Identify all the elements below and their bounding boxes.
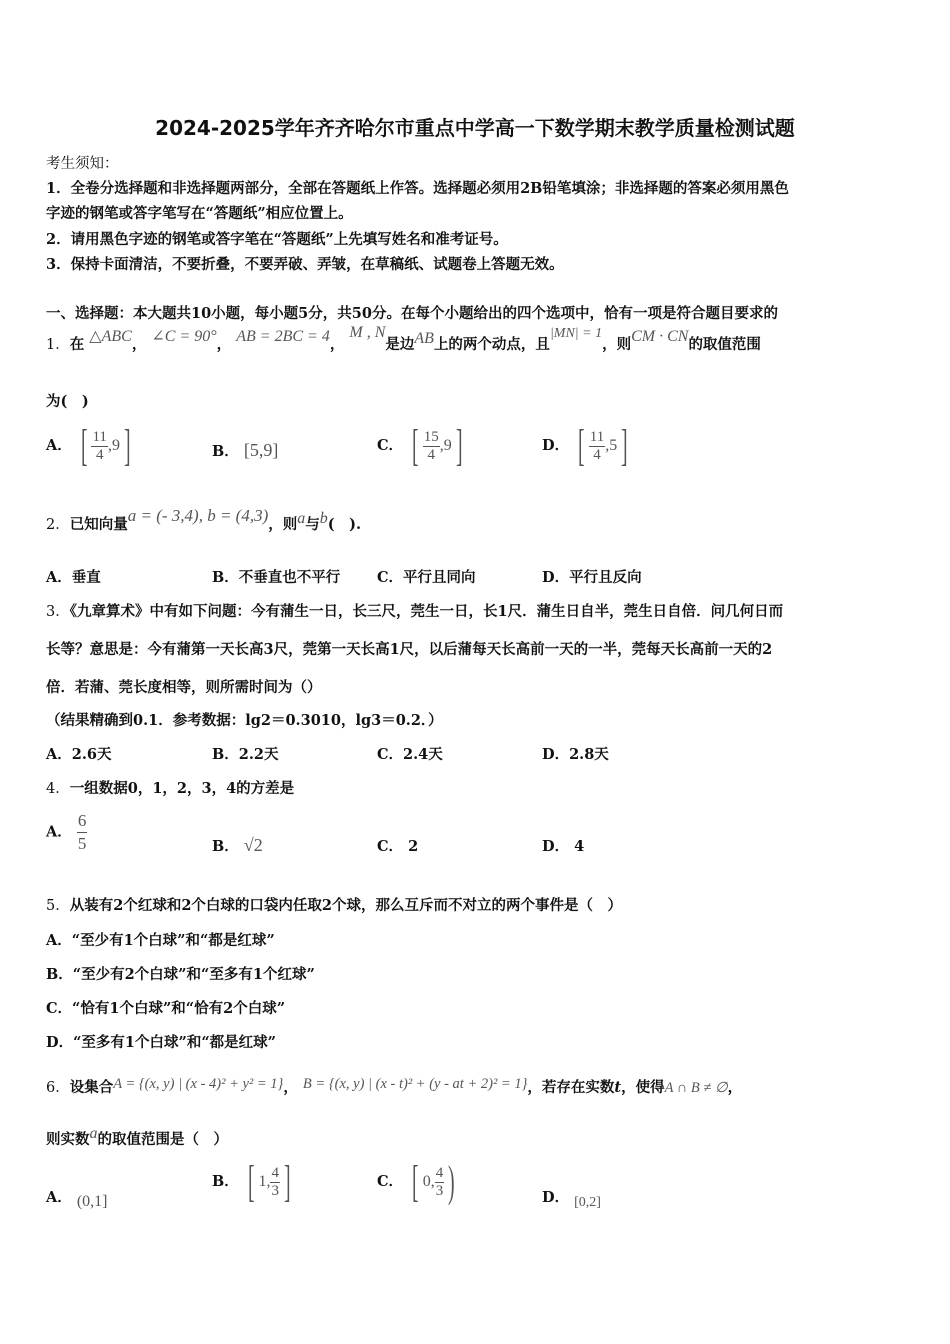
numerator: 11: [589, 428, 605, 445]
q6-text: 则实数: [46, 1131, 90, 1148]
option-label: B．: [212, 1173, 239, 1190]
numerator: 4: [435, 1164, 444, 1181]
q1-math-mn: |MN| = 1: [549, 326, 603, 341]
option-label: A．: [46, 437, 72, 454]
q2-math-b: b: [319, 510, 328, 527]
fraction: [435, 1165, 445, 1200]
option-value: 0,: [422, 1173, 435, 1190]
q6-math-set-b: B = {(x, y) | (x - t)² + (y - at + 2)² = 1}: [302, 1076, 528, 1092]
q1-option-c[interactable]: [377, 421, 466, 470]
q3-option-a[interactable]: A．2.6天: [46, 746, 112, 763]
q5-option-b[interactable]: B．“至少有2个白球”和“至多有1个红球”: [46, 966, 315, 983]
option-label: D．: [542, 437, 570, 454]
q6-text: ，若存在实数: [527, 1079, 615, 1096]
option-label: C．: [377, 838, 404, 855]
q6-math-a: a: [89, 1125, 98, 1142]
bracket-right: ]: [455, 421, 463, 470]
q2-math-a: a: [297, 510, 306, 527]
q1-option-d[interactable]: [542, 421, 632, 470]
q2-text: 已知向量: [69, 516, 128, 533]
q2-option-c[interactable]: C．平行且同向: [377, 569, 476, 586]
fraction: [270, 1165, 280, 1200]
bracket-right: ): [448, 1157, 455, 1206]
notice-heading: 考生须知：: [46, 156, 119, 172]
q3-option-d[interactable]: D．2.8天: [542, 746, 609, 763]
question-number: 6．: [46, 1080, 70, 1096]
q6-option-d[interactable]: [542, 1186, 601, 1210]
bracket-right: ]: [621, 421, 628, 470]
fraction: [423, 429, 440, 464]
q6-text: ，: [727, 1079, 743, 1096]
question-3-note: （结果精确到0.1．参考数据：lg2＝0.3010，lg3＝0.2．）: [46, 712, 443, 729]
q4-option-d[interactable]: [542, 835, 584, 856]
option-label: B．: [212, 838, 239, 855]
bracket-right: ]: [284, 1157, 291, 1206]
q3-text: 《九章算术》中有如下问题：今有蒲生一日，长三尺，莞生一日，长1尺．蒲生日自半，莞生日自倍．问几何日而: [69, 603, 784, 620]
bracket-left: [: [80, 421, 88, 470]
option-value: [5,9]: [243, 440, 279, 460]
q2-math-vectors: a = (- 3,4), b = (4,3): [127, 506, 269, 525]
numerator: 4: [271, 1164, 279, 1181]
question-6-stem-2: [46, 1125, 910, 1149]
q1-text: ，则: [602, 336, 632, 353]
q2-option-b[interactable]: B．不垂直也不平行: [212, 569, 341, 586]
option-value: 4: [574, 838, 585, 855]
option-label: B．: [212, 443, 239, 460]
q2-text: ( ).: [327, 516, 362, 533]
q2-text: 与: [305, 516, 320, 533]
question-number: 3．: [46, 604, 70, 620]
q1-math-points: M , N: [349, 324, 386, 341]
q4-text: 一组数据0，1，2，3，4的方差是: [69, 780, 295, 797]
q5-option-d[interactable]: D．“至多有1个白球”和“都是红球”: [46, 1034, 277, 1051]
option-label: A．: [46, 1189, 72, 1206]
q2-text: ，则: [268, 516, 298, 533]
q1-math-angle: ∠C = 90°: [151, 328, 217, 345]
option-value: (0,1]: [76, 1193, 108, 1210]
question-1-stem-2: 为( ): [46, 393, 89, 410]
q4-option-b[interactable]: [212, 835, 263, 856]
option-value: ,9: [107, 437, 120, 454]
fraction: [91, 429, 107, 464]
q4-option-c[interactable]: [377, 835, 418, 856]
q5-option-c[interactable]: C．“恰有1个白球”和“恰有2个白球”: [46, 1000, 286, 1017]
q6-option-b[interactable]: [212, 1157, 295, 1206]
question-1-stem: 1．在 △ABC， ∠C = 90°， AB = 2BC = 4， M , N是边AB上的两个动点，且|MN| = 1，则CM · CN的取值范围: [46, 324, 761, 353]
option-label: C．: [377, 437, 404, 454]
q2-option-a[interactable]: A．垂直: [46, 569, 101, 586]
page-title: 2024-2025学年齐齐哈尔市重点中学高一下数学期末教学质量检测试题: [155, 116, 795, 140]
numerator: 15: [423, 428, 439, 445]
q6-math-intersection: A ∩ B ≠ ∅: [664, 1080, 728, 1096]
q6-text: 设集合: [69, 1079, 114, 1096]
option-label: D．: [542, 1189, 570, 1206]
bracket-left: [: [247, 1157, 255, 1206]
question-3-stem-3: 倍．若蒲、莞长度相等，则所需时间为（）: [46, 679, 322, 696]
bracket-left: [: [412, 1157, 419, 1206]
fraction: [589, 429, 605, 464]
denominator: 4: [593, 446, 601, 463]
option-value: [0,2]: [574, 1195, 601, 1210]
q6-text: ，使得: [621, 1079, 665, 1096]
bracket-left: [: [412, 421, 419, 470]
question-number: 4．: [46, 781, 70, 797]
denominator: 3: [271, 1182, 279, 1199]
q1-text: 的取值范围: [688, 336, 761, 353]
question-5-stem: [46, 894, 910, 915]
notice-item-3: 3．保持卡面清洁，不要折叠，不要弄破、弄皱，在草稿纸、试题卷上答题无效。: [46, 256, 564, 273]
q1-option-b[interactable]: [212, 440, 278, 461]
denominator: 4: [95, 446, 104, 463]
question-3-stem-1: [46, 600, 910, 621]
q1-option-a[interactable]: [46, 421, 135, 470]
q6-option-c[interactable]: [377, 1157, 459, 1206]
question-number: 5．: [46, 898, 70, 914]
question-number: 2．: [46, 517, 70, 533]
question-4-stem: [46, 777, 910, 798]
q5-text: 从装有2个红球和2个白球的口袋内任取2个球，那么互斥而不对立的两个事件是（ ）: [69, 897, 622, 914]
q6-math-set-a: A = {(x, y) | (x - 4)² + y² = 1}: [113, 1076, 284, 1092]
option-value: 2: [408, 838, 419, 855]
option-label: D．: [542, 838, 570, 855]
q6-text: 的取值范围是（ ）: [97, 1131, 228, 1148]
option-label: C．: [377, 1173, 404, 1190]
q1-text: 上的两个动点，且: [433, 336, 550, 353]
q3-option-c[interactable]: C．2.4天: [377, 746, 443, 763]
fraction: [77, 810, 88, 855]
notice-item-1a: 1．全卷分选择题和非选择题两部分，全部在答题纸上作答。选择题必须用2B铅笔填涂；非选择题的答案必须用黑色: [46, 180, 789, 197]
question-3-stem-2: 长等？意思是：今有蒲第一天长高3尺，莞第一天长高1尺，以后蒲每天长高前一天的一半，莞每天长高前一天的2: [46, 641, 773, 658]
q1-math-lengths: AB = 2BC = 4: [236, 328, 330, 345]
bracket-right: ]: [123, 421, 131, 470]
q4-option-a[interactable]: [46, 810, 87, 855]
denominator: 5: [77, 834, 87, 853]
bracket-left: [: [578, 421, 585, 470]
question-6-stem: 6．设集合A = {(x, y) | (x - 4)² + y² = 1}， B = {(x, y) | (x - t)² + (y - at + 2)² = 1}，若存在实数t，使得A ∩ B ≠ ∅，: [46, 1076, 743, 1096]
section-heading: 一、选择题：本大题共10小题，每小题5分，共50分。在每个小题给出的四个选项中，恰有一项是符合题目要求的: [46, 305, 778, 322]
option-value: √2: [243, 835, 263, 855]
numerator: 6: [77, 811, 87, 830]
q1-math-ab: AB: [414, 330, 434, 347]
q2-option-d[interactable]: D．平行且反向: [542, 569, 642, 586]
option-value: ,5: [605, 437, 618, 454]
question-2-stem: [46, 506, 910, 534]
notice-item-2: 2．请用黑色字迹的钢笔或答字笔在“答题纸”上先填写姓名和准考证号。: [46, 231, 508, 248]
option-value: ,9: [439, 437, 452, 454]
option-label: A．: [46, 823, 72, 841]
denominator: 3: [435, 1182, 444, 1199]
q5-option-a[interactable]: A．“至少有1个白球”和“都是红球”: [46, 932, 275, 949]
numerator: 11: [92, 428, 107, 445]
q1-text: 在: [69, 336, 85, 353]
q1-math-dot: CM · CN: [631, 328, 689, 345]
question-number: 1．: [46, 337, 70, 353]
q1-math-triangle: △ABC: [89, 328, 132, 345]
q1-text: 是边: [385, 336, 415, 353]
q6-option-a[interactable]: [46, 1186, 108, 1210]
option-value: 1,: [258, 1173, 271, 1190]
denominator: 4: [427, 446, 436, 463]
q3-option-b[interactable]: B．2.2天: [212, 746, 279, 763]
q6-math-t: t: [614, 1079, 622, 1096]
notice-item-1b: 字迹的钢笔或答字笔写在“答题纸”相应位置上。: [46, 205, 353, 222]
